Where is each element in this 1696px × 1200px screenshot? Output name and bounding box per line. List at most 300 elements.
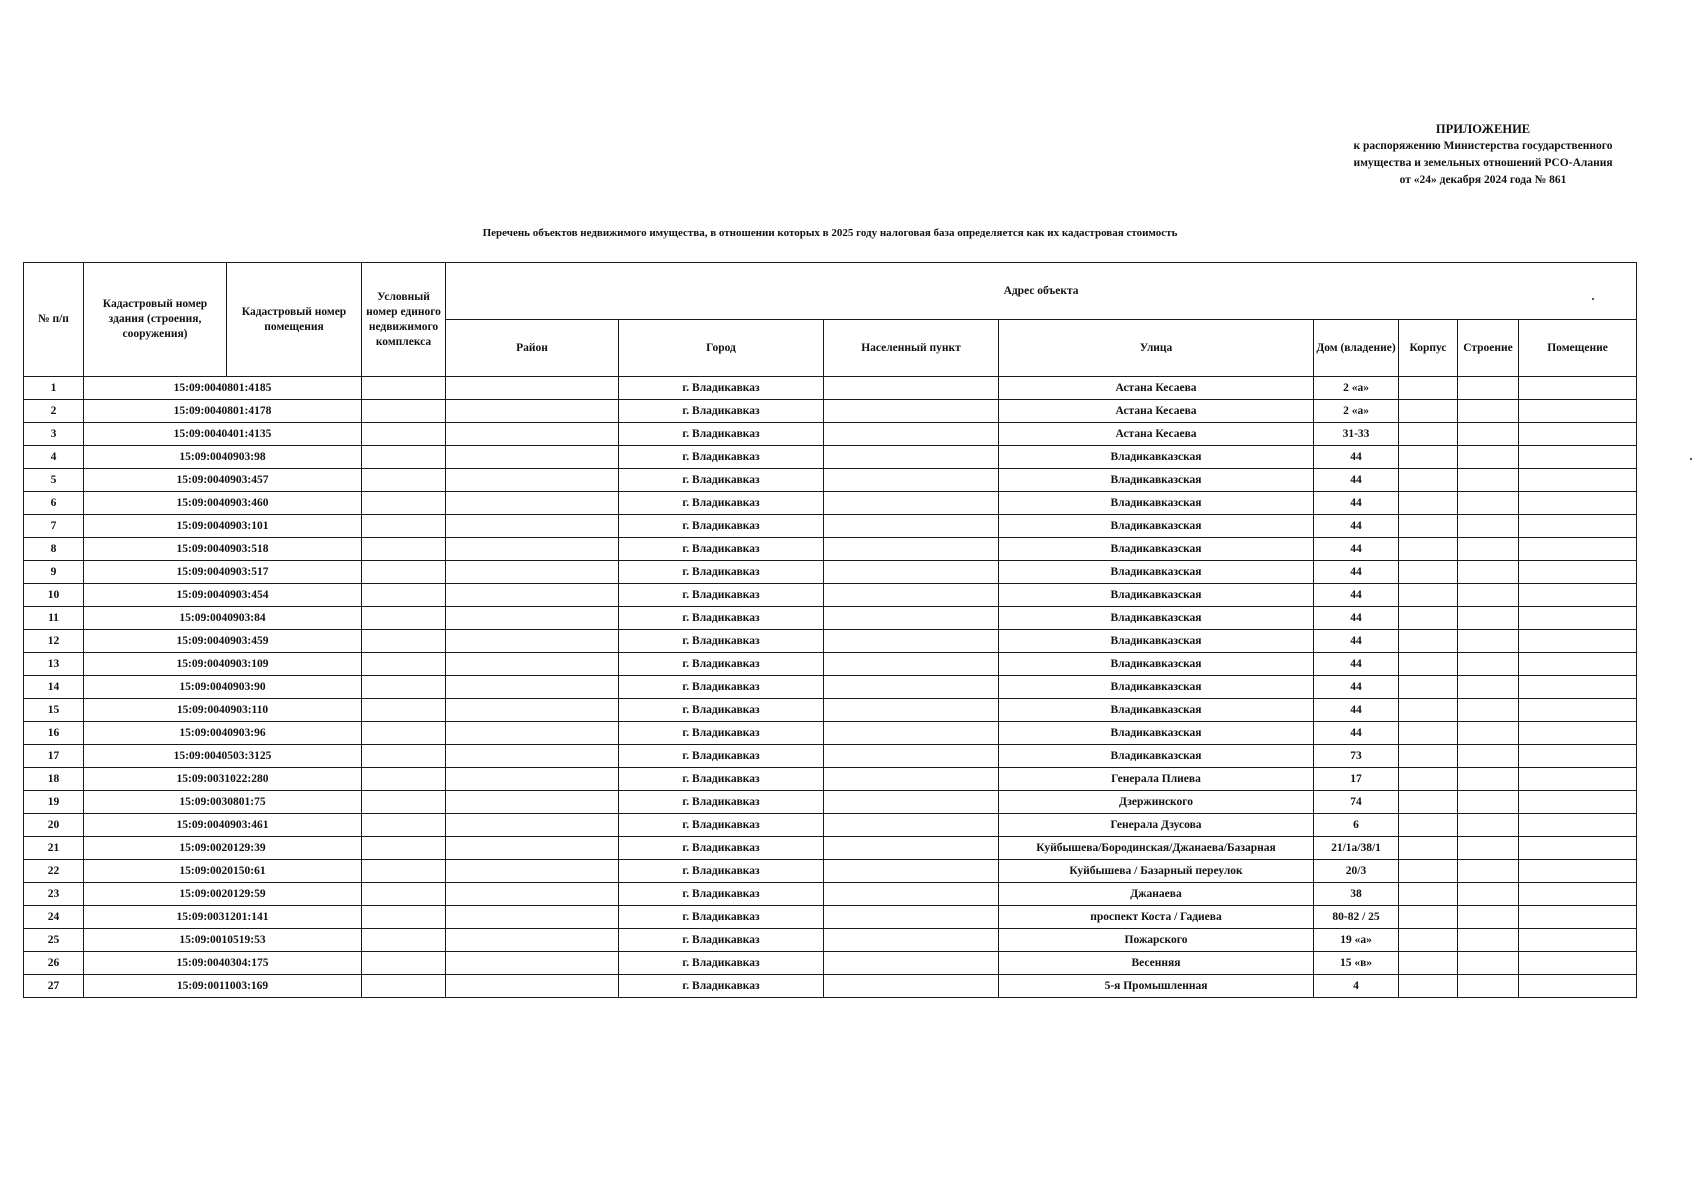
cell-premises xyxy=(1519,975,1637,998)
cell-house: 20/3 xyxy=(1314,860,1399,883)
cell-building xyxy=(1458,929,1519,952)
cell-cadastral: 15:09:0040903:459 xyxy=(84,630,362,653)
cell-premises xyxy=(1519,446,1637,469)
cell-building xyxy=(1458,607,1519,630)
cell-block xyxy=(1399,538,1458,561)
cell-district xyxy=(446,837,619,860)
cell-district xyxy=(446,538,619,561)
cell-premises xyxy=(1519,630,1637,653)
cell-complex-number xyxy=(362,883,446,906)
cell-street: Генерала Дзусова xyxy=(999,814,1314,837)
cell-complex-number xyxy=(362,400,446,423)
cell-district xyxy=(446,768,619,791)
cell-district xyxy=(446,653,619,676)
cell-num: 12 xyxy=(24,630,84,653)
cell-district xyxy=(446,446,619,469)
table-row xyxy=(24,952,1637,975)
scan-speck xyxy=(1592,298,1594,300)
cell-block xyxy=(1399,630,1458,653)
table-row xyxy=(24,860,1637,883)
cell-city: г. Владикавказ xyxy=(619,423,824,446)
cell-cadastral: 15:09:0040903:454 xyxy=(84,584,362,607)
header-block: Корпус xyxy=(1399,320,1458,377)
cell-block xyxy=(1399,561,1458,584)
cell-house: 73 xyxy=(1314,745,1399,768)
cell-house: 2 «а» xyxy=(1314,377,1399,400)
cell-premises xyxy=(1519,791,1637,814)
cell-premises xyxy=(1519,492,1637,515)
cell-building xyxy=(1458,630,1519,653)
cell-cadastral: 15:09:0020150:61 xyxy=(84,860,362,883)
cell-house: 44 xyxy=(1314,699,1399,722)
cell-house: 44 xyxy=(1314,469,1399,492)
cell-premises xyxy=(1519,814,1637,837)
cell-premises xyxy=(1519,768,1637,791)
cell-complex-number xyxy=(362,952,446,975)
cell-district xyxy=(446,515,619,538)
table-row xyxy=(24,975,1637,998)
cell-street: Генерала Плиева xyxy=(999,768,1314,791)
cell-building xyxy=(1458,446,1519,469)
cell-district xyxy=(446,952,619,975)
scan-speck xyxy=(1690,458,1692,460)
cell-city: г. Владикавказ xyxy=(619,446,824,469)
property-table xyxy=(23,262,1637,998)
cell-premises xyxy=(1519,423,1637,446)
table-row xyxy=(24,837,1637,860)
cell-street: Пожарского xyxy=(999,929,1314,952)
cell-street: Владикавказская xyxy=(999,607,1314,630)
cell-street: Владикавказская xyxy=(999,492,1314,515)
cell-house: 44 xyxy=(1314,722,1399,745)
header-premises: Помещение xyxy=(1519,320,1637,377)
cell-district xyxy=(446,469,619,492)
cell-num: 10 xyxy=(24,584,84,607)
cell-premises xyxy=(1519,883,1637,906)
cell-num: 7 xyxy=(24,515,84,538)
cell-cadastral: 15:09:0040903:109 xyxy=(84,653,362,676)
cell-city: г. Владикавказ xyxy=(619,814,824,837)
cell-block xyxy=(1399,837,1458,860)
cell-settlement xyxy=(824,630,999,653)
cell-street: Владикавказская xyxy=(999,446,1314,469)
cell-cadastral: 15:09:0040903:96 xyxy=(84,722,362,745)
cell-city: г. Владикавказ xyxy=(619,745,824,768)
cell-house: 80-82 / 25 xyxy=(1314,906,1399,929)
cell-premises xyxy=(1519,607,1637,630)
table-row xyxy=(24,699,1637,722)
cell-complex-number xyxy=(362,906,446,929)
table-row xyxy=(24,630,1637,653)
cell-num: 21 xyxy=(24,837,84,860)
cell-street: Джанаева xyxy=(999,883,1314,906)
cell-district xyxy=(446,699,619,722)
cell-num: 9 xyxy=(24,561,84,584)
header-building-cadastral: Кадастровый номер здания (строения, сооружения) xyxy=(84,263,227,377)
table-row xyxy=(24,400,1637,423)
cell-building xyxy=(1458,538,1519,561)
cell-premises xyxy=(1519,952,1637,975)
cell-house: 44 xyxy=(1314,561,1399,584)
cell-settlement xyxy=(824,860,999,883)
cell-complex-number xyxy=(362,492,446,515)
cell-district xyxy=(446,630,619,653)
cell-premises xyxy=(1519,584,1637,607)
cell-settlement xyxy=(824,561,999,584)
table-row xyxy=(24,906,1637,929)
cell-block xyxy=(1399,883,1458,906)
cell-cadastral: 15:09:0020129:59 xyxy=(84,883,362,906)
cell-num: 3 xyxy=(24,423,84,446)
cell-building xyxy=(1458,860,1519,883)
cell-city: г. Владикавказ xyxy=(619,883,824,906)
cell-block xyxy=(1399,676,1458,699)
cell-district xyxy=(446,883,619,906)
table-row xyxy=(24,791,1637,814)
cell-num: 15 xyxy=(24,699,84,722)
cell-house: 74 xyxy=(1314,791,1399,814)
cell-cadastral: 15:09:0020129:39 xyxy=(84,837,362,860)
cell-city: г. Владикавказ xyxy=(619,676,824,699)
cell-complex-number xyxy=(362,584,446,607)
cell-settlement xyxy=(824,975,999,998)
cell-street: Астана Кесаева xyxy=(999,400,1314,423)
table-row xyxy=(24,584,1637,607)
cell-district xyxy=(446,929,619,952)
cell-building xyxy=(1458,883,1519,906)
cell-house: 19 «а» xyxy=(1314,929,1399,952)
table-row xyxy=(24,377,1637,400)
cell-district xyxy=(446,814,619,837)
cell-num: 27 xyxy=(24,975,84,998)
table-row xyxy=(24,469,1637,492)
cell-house: 44 xyxy=(1314,607,1399,630)
cell-cadastral: 15:09:0040903:460 xyxy=(84,492,362,515)
cell-street: Куйбышева/Бородинская/Джанаева/Базарная xyxy=(999,837,1314,860)
table-row xyxy=(24,929,1637,952)
cell-cadastral: 15:09:0011003:169 xyxy=(84,975,362,998)
cell-block xyxy=(1399,768,1458,791)
cell-complex-number xyxy=(362,768,446,791)
cell-street: Астана Кесаева xyxy=(999,423,1314,446)
cell-city: г. Владикавказ xyxy=(619,722,824,745)
cell-street: Владикавказская xyxy=(999,676,1314,699)
cell-house: 17 xyxy=(1314,768,1399,791)
cell-street: Дзержинского xyxy=(999,791,1314,814)
cell-cadastral: 15:09:0040304:175 xyxy=(84,952,362,975)
cell-settlement xyxy=(824,584,999,607)
cell-settlement xyxy=(824,377,999,400)
cell-district xyxy=(446,860,619,883)
cell-num: 5 xyxy=(24,469,84,492)
cell-cadastral: 15:09:0040903:461 xyxy=(84,814,362,837)
cell-block xyxy=(1399,400,1458,423)
cell-building xyxy=(1458,377,1519,400)
header-house: Дом (владение) xyxy=(1314,320,1399,377)
cell-district xyxy=(446,400,619,423)
cell-house: 15 «в» xyxy=(1314,952,1399,975)
cell-city: г. Владикавказ xyxy=(619,400,824,423)
cell-building xyxy=(1458,676,1519,699)
cell-num: 23 xyxy=(24,883,84,906)
cell-city: г. Владикавказ xyxy=(619,768,824,791)
cell-street: Владикавказская xyxy=(999,745,1314,768)
cell-city: г. Владикавказ xyxy=(619,538,824,561)
cell-building xyxy=(1458,653,1519,676)
cell-district xyxy=(446,906,619,929)
cell-settlement xyxy=(824,469,999,492)
cell-num: 14 xyxy=(24,676,84,699)
cell-city: г. Владикавказ xyxy=(619,929,824,952)
cell-premises xyxy=(1519,538,1637,561)
header-address-group: Адрес объекта xyxy=(446,263,1637,320)
cell-block xyxy=(1399,699,1458,722)
cell-settlement xyxy=(824,423,999,446)
cell-district xyxy=(446,676,619,699)
cell-city: г. Владикавказ xyxy=(619,584,824,607)
cell-premises xyxy=(1519,469,1637,492)
cell-building xyxy=(1458,561,1519,584)
cell-complex-number xyxy=(362,377,446,400)
header-num: № п/п xyxy=(24,263,84,377)
cell-cadastral: 15:09:0040903:517 xyxy=(84,561,362,584)
cell-building xyxy=(1458,745,1519,768)
cell-cadastral: 15:09:0040903:101 xyxy=(84,515,362,538)
cell-block xyxy=(1399,860,1458,883)
cell-building xyxy=(1458,699,1519,722)
cell-house: 2 «а» xyxy=(1314,400,1399,423)
cell-settlement xyxy=(824,745,999,768)
appendix-line: имущества и земельных отношений РСО-Алания xyxy=(1353,157,1613,169)
cell-premises xyxy=(1519,837,1637,860)
cell-settlement xyxy=(824,538,999,561)
cell-num: 6 xyxy=(24,492,84,515)
cell-settlement xyxy=(824,906,999,929)
cell-premises xyxy=(1519,515,1637,538)
cell-complex-number xyxy=(362,423,446,446)
table-row xyxy=(24,561,1637,584)
cell-district xyxy=(446,607,619,630)
cell-city: г. Владикавказ xyxy=(619,860,824,883)
cell-street: проспект Коста / Гадиева xyxy=(999,906,1314,929)
cell-settlement xyxy=(824,952,999,975)
cell-complex-number xyxy=(362,745,446,768)
cell-city: г. Владикавказ xyxy=(619,975,824,998)
cell-house: 44 xyxy=(1314,538,1399,561)
cell-city: г. Владикавказ xyxy=(619,515,824,538)
cell-block xyxy=(1399,975,1458,998)
cell-num: 24 xyxy=(24,906,84,929)
cell-block xyxy=(1399,929,1458,952)
cell-cadastral: 15:09:0040903:98 xyxy=(84,446,362,469)
cell-premises xyxy=(1519,561,1637,584)
cell-house: 21/1а/38/1 xyxy=(1314,837,1399,860)
cell-cadastral: 15:09:0031022:280 xyxy=(84,768,362,791)
cell-district xyxy=(446,492,619,515)
cell-building xyxy=(1458,584,1519,607)
cell-building xyxy=(1458,722,1519,745)
cell-premises xyxy=(1519,929,1637,952)
cell-premises xyxy=(1519,377,1637,400)
cell-street: Владикавказская xyxy=(999,469,1314,492)
cell-street: Владикавказская xyxy=(999,722,1314,745)
cell-block xyxy=(1399,952,1458,975)
cell-premises xyxy=(1519,400,1637,423)
appendix-line: к распоряжению Министерства государственного xyxy=(1353,140,1613,152)
cell-house: 4 xyxy=(1314,975,1399,998)
cell-block xyxy=(1399,814,1458,837)
header-street: Улица xyxy=(999,320,1314,377)
cell-num: 26 xyxy=(24,952,84,975)
cell-house: 44 xyxy=(1314,446,1399,469)
cell-cadastral: 15:09:0040503:3125 xyxy=(84,745,362,768)
cell-complex-number xyxy=(362,791,446,814)
cell-num: 1 xyxy=(24,377,84,400)
cell-city: г. Владикавказ xyxy=(619,906,824,929)
table-row xyxy=(24,814,1637,837)
cell-street: Владикавказская xyxy=(999,699,1314,722)
cell-street: Владикавказская xyxy=(999,653,1314,676)
cell-city: г. Владикавказ xyxy=(619,952,824,975)
cell-street: Владикавказская xyxy=(999,515,1314,538)
cell-city: г. Владикавказ xyxy=(619,837,824,860)
table-row xyxy=(24,653,1637,676)
cell-complex-number xyxy=(362,676,446,699)
cell-district xyxy=(446,561,619,584)
cell-house: 38 xyxy=(1314,883,1399,906)
cell-complex-number xyxy=(362,515,446,538)
cell-settlement xyxy=(824,699,999,722)
cell-house: 44 xyxy=(1314,515,1399,538)
cell-city: г. Владикавказ xyxy=(619,377,824,400)
cell-settlement xyxy=(824,607,999,630)
cell-block xyxy=(1399,492,1458,515)
cell-cadastral: 15:09:0040903:90 xyxy=(84,676,362,699)
table-row xyxy=(24,492,1637,515)
cell-complex-number xyxy=(362,699,446,722)
cell-building xyxy=(1458,791,1519,814)
cell-building xyxy=(1458,975,1519,998)
header-city: Город xyxy=(619,320,824,377)
cell-cadastral: 15:09:0010519:53 xyxy=(84,929,362,952)
cell-num: 18 xyxy=(24,768,84,791)
cell-complex-number xyxy=(362,975,446,998)
cell-settlement xyxy=(824,883,999,906)
table-row xyxy=(24,607,1637,630)
cell-settlement xyxy=(824,515,999,538)
cell-num: 25 xyxy=(24,929,84,952)
cell-settlement xyxy=(824,446,999,469)
cell-num: 13 xyxy=(24,653,84,676)
cell-house: 44 xyxy=(1314,676,1399,699)
cell-building xyxy=(1458,469,1519,492)
cell-premises xyxy=(1519,653,1637,676)
cell-complex-number xyxy=(362,538,446,561)
cell-house: 6 xyxy=(1314,814,1399,837)
cell-num: 4 xyxy=(24,446,84,469)
cell-district xyxy=(446,377,619,400)
cell-cadastral: 15:09:0040903:518 xyxy=(84,538,362,561)
table-row xyxy=(24,423,1637,446)
cell-cadastral: 15:09:0030801:75 xyxy=(84,791,362,814)
cell-block xyxy=(1399,607,1458,630)
table-row xyxy=(24,883,1637,906)
cell-building xyxy=(1458,492,1519,515)
cell-settlement xyxy=(824,768,999,791)
appendix-block xyxy=(1318,121,1648,189)
cell-num: 16 xyxy=(24,722,84,745)
cell-district xyxy=(446,975,619,998)
cell-premises xyxy=(1519,745,1637,768)
cell-complex-number xyxy=(362,837,446,860)
cell-street: 5-я Промышленная xyxy=(999,975,1314,998)
cell-block xyxy=(1399,584,1458,607)
cell-street: Куйбышева / Базарный переулок xyxy=(999,860,1314,883)
cell-num: 8 xyxy=(24,538,84,561)
cell-complex-number xyxy=(362,860,446,883)
appendix-heading: ПРИЛОЖЕНИЕ xyxy=(1435,122,1531,136)
cell-house: 44 xyxy=(1314,492,1399,515)
cell-house: 31-33 xyxy=(1314,423,1399,446)
cell-settlement xyxy=(824,929,999,952)
cell-house: 44 xyxy=(1314,653,1399,676)
cell-building xyxy=(1458,906,1519,929)
cell-city: г. Владикавказ xyxy=(619,607,824,630)
header-settlement: Населенный пункт xyxy=(824,320,999,377)
cell-premises xyxy=(1519,699,1637,722)
cell-cadastral: 15:09:0040801:4185 xyxy=(84,377,362,400)
header-district: Район xyxy=(446,320,619,377)
cell-settlement xyxy=(824,837,999,860)
cell-complex-number xyxy=(362,446,446,469)
table-row xyxy=(24,515,1637,538)
cell-block xyxy=(1399,423,1458,446)
cell-num: 11 xyxy=(24,607,84,630)
cell-block xyxy=(1399,446,1458,469)
header-premises-cadastral: Кадастровый номер помещения xyxy=(227,263,362,377)
table-row xyxy=(24,745,1637,768)
cell-settlement xyxy=(824,653,999,676)
cell-city: г. Владикавказ xyxy=(619,791,824,814)
cell-complex-number xyxy=(362,469,446,492)
cell-settlement xyxy=(824,400,999,423)
cell-city: г. Владикавказ xyxy=(619,699,824,722)
table-row xyxy=(24,768,1637,791)
cell-district xyxy=(446,423,619,446)
cell-house: 44 xyxy=(1314,584,1399,607)
cell-complex-number xyxy=(362,607,446,630)
cell-building xyxy=(1458,400,1519,423)
cell-street: Весенняя xyxy=(999,952,1314,975)
cell-premises xyxy=(1519,906,1637,929)
cell-complex-number xyxy=(362,722,446,745)
cell-complex-number xyxy=(362,814,446,837)
cell-settlement xyxy=(824,676,999,699)
cell-num: 2 xyxy=(24,400,84,423)
cell-building xyxy=(1458,952,1519,975)
cell-num: 19 xyxy=(24,791,84,814)
table-row xyxy=(24,722,1637,745)
cell-street: Владикавказская xyxy=(999,584,1314,607)
cell-city: г. Владикавказ xyxy=(619,630,824,653)
cell-building xyxy=(1458,423,1519,446)
cell-building xyxy=(1458,768,1519,791)
cell-settlement xyxy=(824,791,999,814)
cell-house: 44 xyxy=(1314,630,1399,653)
cell-street: Владикавказская xyxy=(999,630,1314,653)
cell-building xyxy=(1458,515,1519,538)
cell-street: Владикавказская xyxy=(999,561,1314,584)
